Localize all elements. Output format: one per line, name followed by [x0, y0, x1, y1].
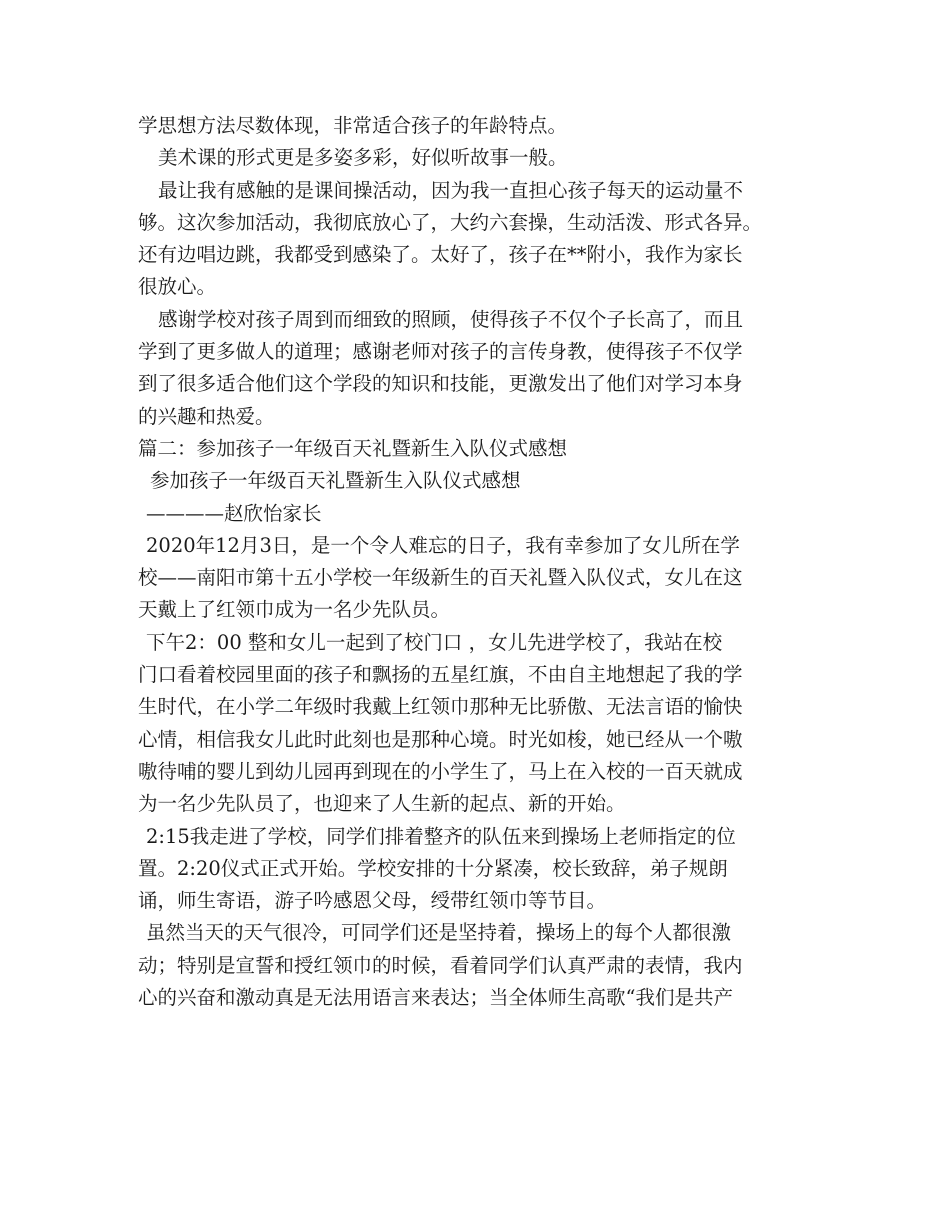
text-line: 篇二：参加孩子一年级百天礼暨新生入队仪式感想 [138, 436, 568, 460]
text-line: 的兴趣和热爱。 [138, 404, 275, 428]
text-line: 学到了更多做人的道理；感谢老师对孩子的言传身教，使得孩子不仅学 [138, 340, 743, 364]
text-line: 门口看着校园里面的孩子和飘扬的五星红旗，不由自主地想起了我的学 [138, 663, 743, 687]
text-line: 置。2:20仪式正式开始。学校安排的十分紧凑，校长致辞，弟子规朗 [138, 856, 728, 880]
text-line: 虽然当天的天气很冷，可同学们还是坚持着，操场上的每个人都很激 [146, 921, 732, 945]
text-line: 最让我有感触的是课间操活动，因为我一直担心孩子每天的运动量不 [158, 178, 744, 202]
text-line: ————赵欣怡家长 [146, 501, 322, 525]
text-line: 还有边唱边跳，我都受到感染了。太好了，孩子在**附小，我作为家长 [138, 243, 743, 267]
text-line: 2:15我走进了学校，同学们排着整齐的队伍来到操场上老师指定的位 [146, 824, 736, 848]
text-line: 校——南阳市第十五小学校一年级新生的百天礼暨入队仪式，女儿在这 [138, 566, 743, 590]
text-line: 参加孩子一年级百天礼暨新生入队仪式感想 [150, 469, 521, 493]
text-line: 够。这次参加活动，我彻底放心了，大约六套操，生动活泼、形式各异。 [138, 210, 763, 234]
text-line: 天戴上了红领巾成为一名少先队员。 [138, 598, 451, 622]
text-line: 学思想方法尽数体现，非常适合孩子的年龄特点。 [138, 114, 568, 137]
text-line: 心情，相信我女儿此时此刻也是那种心境。时光如梭，她已经从一个嗷 [138, 727, 743, 751]
document-body [138, 110, 828, 1014]
text-line: 心的兴奋和激动真是无法用语言来表达；当全体师生高歌“我们是共产 [138, 986, 733, 1010]
text-line: 美术课的形式更是多姿多彩，好似听故事一般。 [158, 146, 568, 170]
text-line: 2020年12月3日，是一个令人难忘的日子，我有幸参加了女儿所在学 [146, 533, 740, 557]
text-line: 为一名少先队员了，也迎来了人生新的起点、新的开始。 [138, 792, 626, 816]
text-line: 感谢学校对孩子周到而细致的照顾，使得孩子不仅个子长高了，而且 [158, 307, 744, 331]
text-line: 嗷待哺的婴儿到幼儿园再到现在的小学生了，马上在入校的一百天就成 [138, 759, 743, 783]
text-line: 到了很多适合他们这个学段的知识和技能，更激发出了他们对学习本身 [138, 372, 743, 396]
text-line: 动；特别是宣誓和授红领巾的时候，看着同学们认真严肃的表情，我内 [138, 953, 743, 977]
text-line: 诵，师生寄语，游子吟感恩父母，绶带红领巾等节目。 [138, 889, 607, 913]
text-line: 下午2：00 整和女儿一起到了校门口 ，女儿先进学校了，我站在校 [146, 630, 723, 654]
text-line: 很放心。 [138, 275, 217, 299]
text-line: 生时代，在小学二年级时我戴上红领巾那种无比骄傲、无法言语的愉快 [138, 695, 743, 719]
